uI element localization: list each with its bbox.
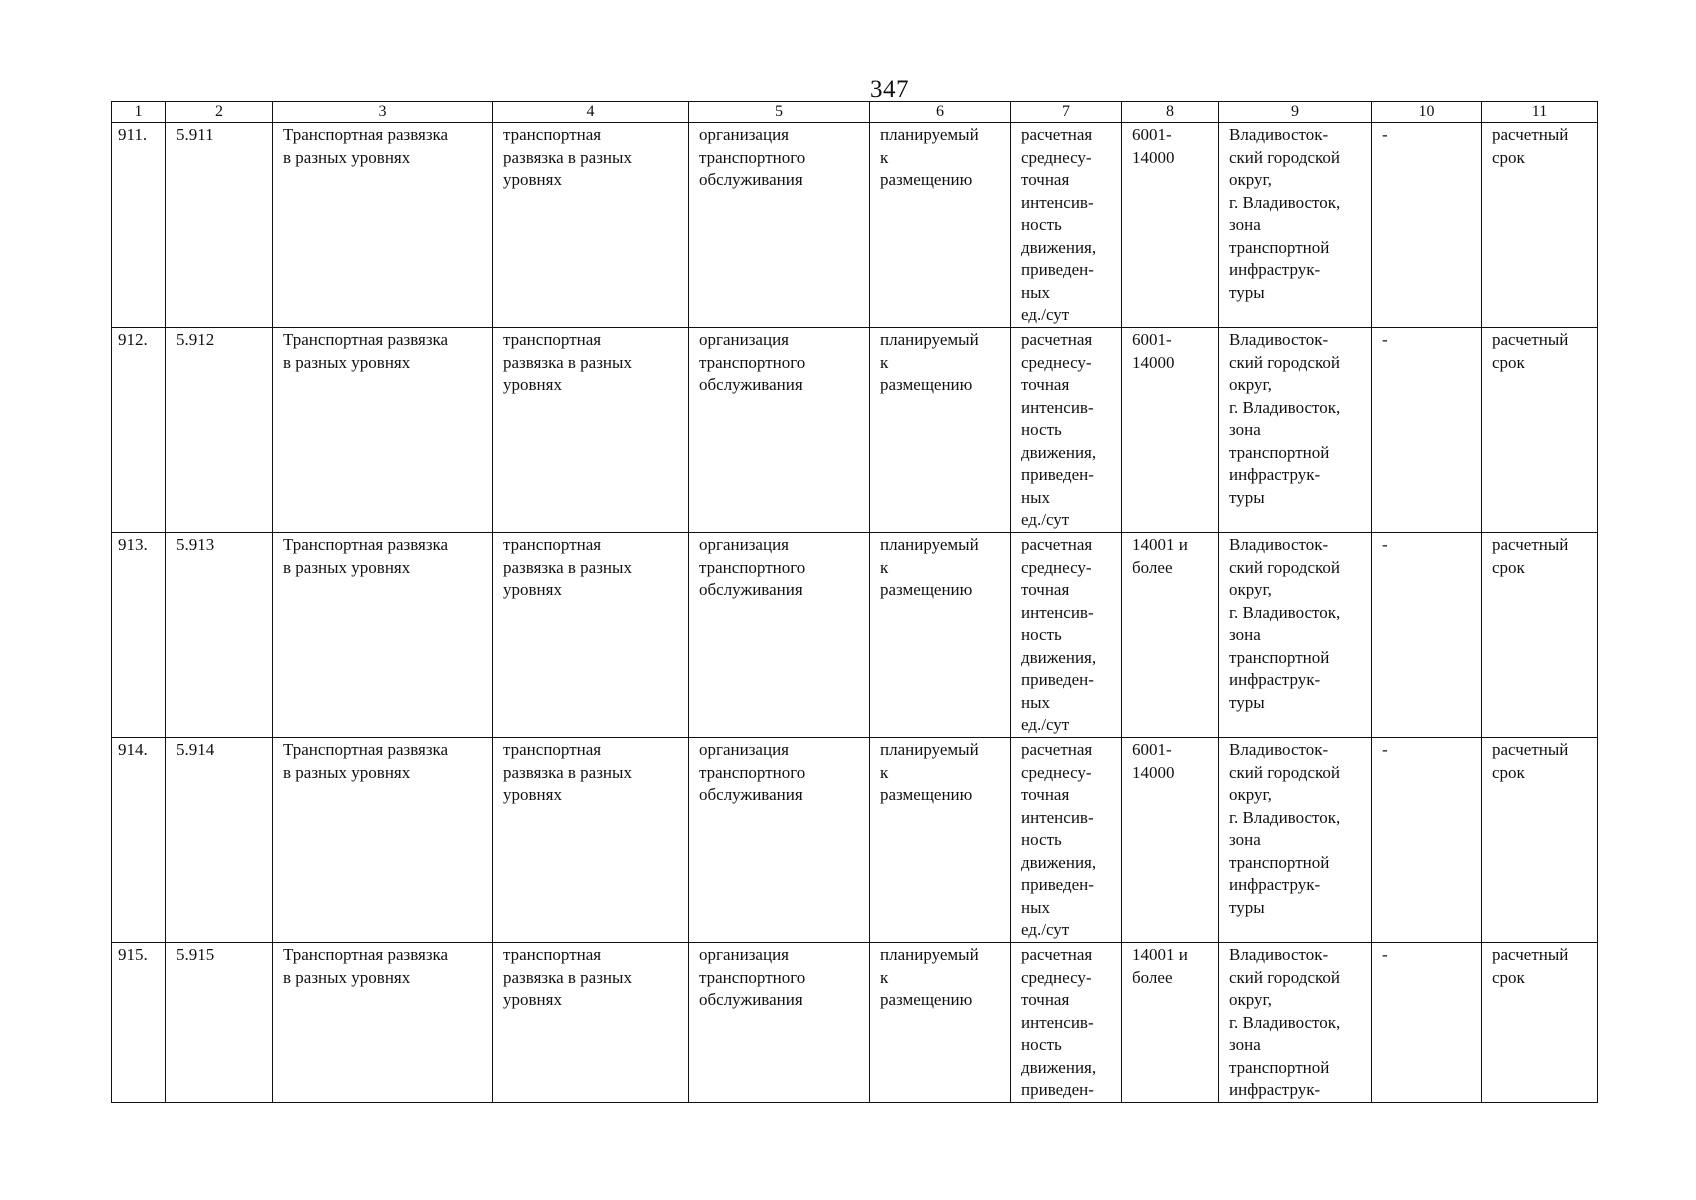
object-location: Владивосток- ский городской округ, г. Владивосток, зона транспортной инфраструк- [1219,943,1372,1103]
object-type: транспортная развязка в разных уровнях [493,533,689,738]
object-code: 5.914 [166,738,273,943]
object-name: Транспортная развязка в разных уровнях [273,533,493,738]
object-type: транспортная развязка в разных уровнях [493,328,689,533]
characteristic-name: расчетная среднесу- точная интенсив- ность движения, приведен- ных ед./сут [1011,328,1122,533]
characteristic-value: 14001 и более [1122,533,1219,738]
object-code: 5.913 [166,533,273,738]
column-header: 3 [273,102,493,123]
characteristic-value: 6001- 14000 [1122,738,1219,943]
row-number: 915. [112,943,166,1103]
column-header: 8 [1122,102,1219,123]
object-location: Владивосток- ский городской округ, г. Владивосток, зона транспортной инфраструк- туры [1219,533,1372,738]
table-row [112,123,1598,328]
column-header: 7 [1011,102,1122,123]
row-number: 911. [112,123,166,328]
object-type: транспортная развязка в разных уровнях [493,738,689,943]
column-header: 5 [689,102,870,123]
column-header: 11 [1482,102,1598,123]
characteristic-name: расчетная среднесу- точная интенсив- ность движения, приведен- ных ед./сут [1011,738,1122,943]
object-code: 5.911 [166,123,273,328]
characteristic-name: расчетная среднесу- точная интенсив- ность движения, приведен- ных ед./сут [1011,533,1122,738]
row-number: 913. [112,533,166,738]
object-location: Владивосток- ский городской округ, г. Владивосток, зона транспортной инфраструк- туры [1219,123,1372,328]
object-purpose: организация транспортного обслуживания [689,328,870,533]
object-code: 5.915 [166,943,273,1103]
characteristic-name: расчетная среднесу- точная интенсив- ность движения, приведен- ных ед./сут [1011,123,1122,328]
object-code: 5.912 [166,328,273,533]
object-status: планируемый к размещению [870,123,1011,328]
data-table [111,101,1598,1103]
object-status: планируемый к размещению [870,738,1011,943]
characteristic-name: расчетная среднесу- точная интенсив- ность движения, приведен- [1011,943,1122,1103]
object-status: планируемый к размещению [870,533,1011,738]
implementation-term: расчетный срок [1482,328,1598,533]
object-status: планируемый к размещению [870,943,1011,1103]
page-number: 347 [870,76,909,103]
column-header: 2 [166,102,273,123]
zone-info: - [1372,123,1482,328]
implementation-term: расчетный срок [1482,123,1598,328]
implementation-term: расчетный срок [1482,738,1598,943]
column-header: 10 [1372,102,1482,123]
object-name: Транспортная развязка в разных уровнях [273,328,493,533]
table-row [112,328,1598,533]
object-purpose: организация транспортного обслуживания [689,533,870,738]
implementation-term: расчетный срок [1482,943,1598,1103]
column-header: 6 [870,102,1011,123]
zone-info: - [1372,738,1482,943]
characteristic-value: 6001- 14000 [1122,123,1219,328]
object-type: транспортная развязка в разных уровнях [493,123,689,328]
zone-info: - [1372,328,1482,533]
column-number-row [112,102,1598,123]
object-location: Владивосток- ский городской округ, г. Владивосток, зона транспортной инфраструк- туры [1219,328,1372,533]
row-number: 912. [112,328,166,533]
object-status: планируемый к размещению [870,328,1011,533]
characteristic-value: 6001- 14000 [1122,328,1219,533]
column-header: 9 [1219,102,1372,123]
column-header: 1 [112,102,166,123]
column-header: 4 [493,102,689,123]
object-purpose: организация транспортного обслуживания [689,123,870,328]
object-name: Транспортная развязка в разных уровнях [273,123,493,328]
object-purpose: организация транспортного обслуживания [689,738,870,943]
object-purpose: организация транспортного обслуживания [689,943,870,1103]
table-row [112,533,1598,738]
characteristic-value: 14001 и более [1122,943,1219,1103]
table-row [112,738,1598,943]
object-type: транспортная развязка в разных уровнях [493,943,689,1103]
table-row [112,943,1598,1103]
implementation-term: расчетный срок [1482,533,1598,738]
zone-info: - [1372,533,1482,738]
zone-info: - [1372,943,1482,1103]
object-location: Владивосток- ский городской округ, г. Владивосток, зона транспортной инфраструк- туры [1219,738,1372,943]
row-number: 914. [112,738,166,943]
object-name: Транспортная развязка в разных уровнях [273,943,493,1103]
object-name: Транспортная развязка в разных уровнях [273,738,493,943]
